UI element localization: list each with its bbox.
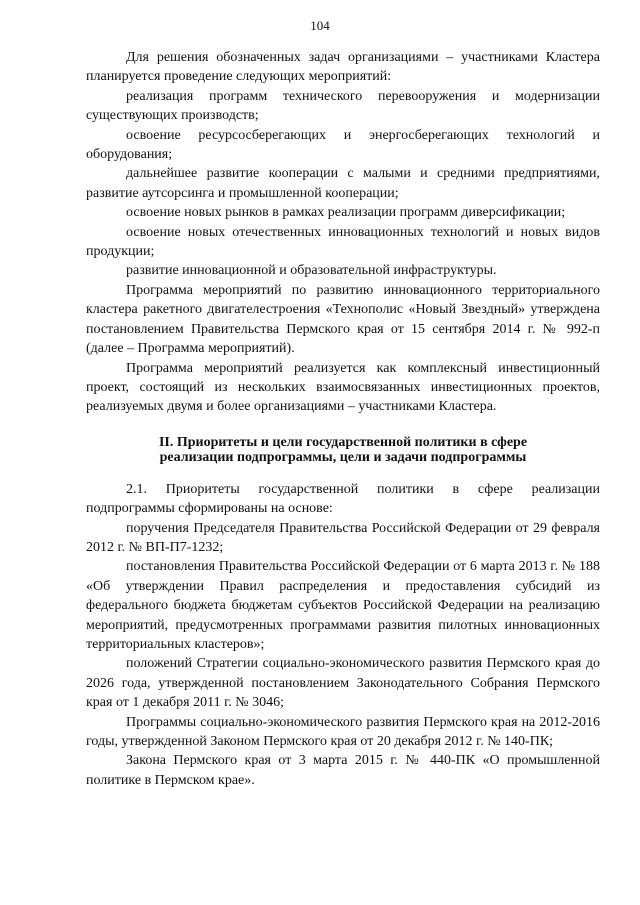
- page-number: 104: [310, 18, 330, 33]
- paragraph: Для решения обозначенных задач организациями – участниками Кластера планируется проведение следующих мероприятий:: [86, 50, 600, 85]
- section-heading-line: реализации подпрограммы, цели и задачи подпрограммы: [159, 450, 527, 466]
- paragraph: реализация программ технического перевооружения и модернизации существующих производств;: [86, 88, 600, 124]
- paragraph: Программа мероприятий по развитию инновационного территориального кластера ракетного двигателестроения «Технополис «Новый Звездный» утверждена постановлением Правительства Пермского края от 15 сентября 2014 г. № 992-п (далее – Программа мероприятий).: [86, 282, 600, 357]
- paragraph: Закона Пермского края от 3 марта 2015 г. № 440-ПК «О промышленной политике в Пермском крае».: [86, 753, 600, 788]
- paragraph: освоение новых отечественных инновационных технологий и новых видов продукции;: [86, 224, 600, 260]
- paragraph: положений Стратегии социально-экономического развития Пермского края до 2026 года, утвержденной постановлением Законодательного Собрания Пермского края от 1 декабря 2011 г. № 3046;: [86, 656, 600, 711]
- paragraph: поручения Председателя Правительства Российской Федерации от 29 февраля 2012 г. № ВП-П7-1232;: [86, 520, 600, 555]
- paragraph: 2.1. Приоритеты государственной политики в сфере реализации подпрограммы сформированы на основе:: [86, 481, 600, 517]
- paragraph: Программа мероприятий реализуется как комплексный инвестиционный проект, состоящий из нескольких взаимосвязанных инвестиционных проектов, реализуемых двумя и более организациями – участниками Кластера.: [86, 360, 600, 415]
- paragraph: освоение новых рынков в рамках реализации программ диверсификации;: [126, 205, 566, 221]
- paragraph: дальнейшее развитие кооперации с малыми и средними предприятиями, развитие аутсорсинга и промышленной кооперации;: [86, 166, 600, 201]
- section-heading-line: II. Приоритеты и цели государственной политики в сфере: [158, 434, 528, 450]
- paragraph: постановления Правительства Российской Федерации от 6 марта 2013 г. № 188 «Об утверждении Правил распределения и предоставления субсидий из федерального бюджета бюджетам субъектов Российской Федерации на реализацию мероприятий, предусмотренных программами развития пилотных инновационных территориальных кластеров»;: [86, 559, 600, 652]
- paragraph: развитие инновационной и образовательной инфраструктуры.: [126, 263, 497, 279]
- paragraph: освоение ресурсосберегающих и энергосберегающих технологий и оборудования;: [86, 127, 600, 163]
- paragraph: Программы социально-экономического развития Пермского края на 2012-2016 годы, утвержденной Законом Пермского края от 20 декабря 2012 г. № 140-ПК;: [86, 714, 600, 749]
- document-body: [86, 48, 600, 790]
- section-heading: [86, 435, 600, 466]
